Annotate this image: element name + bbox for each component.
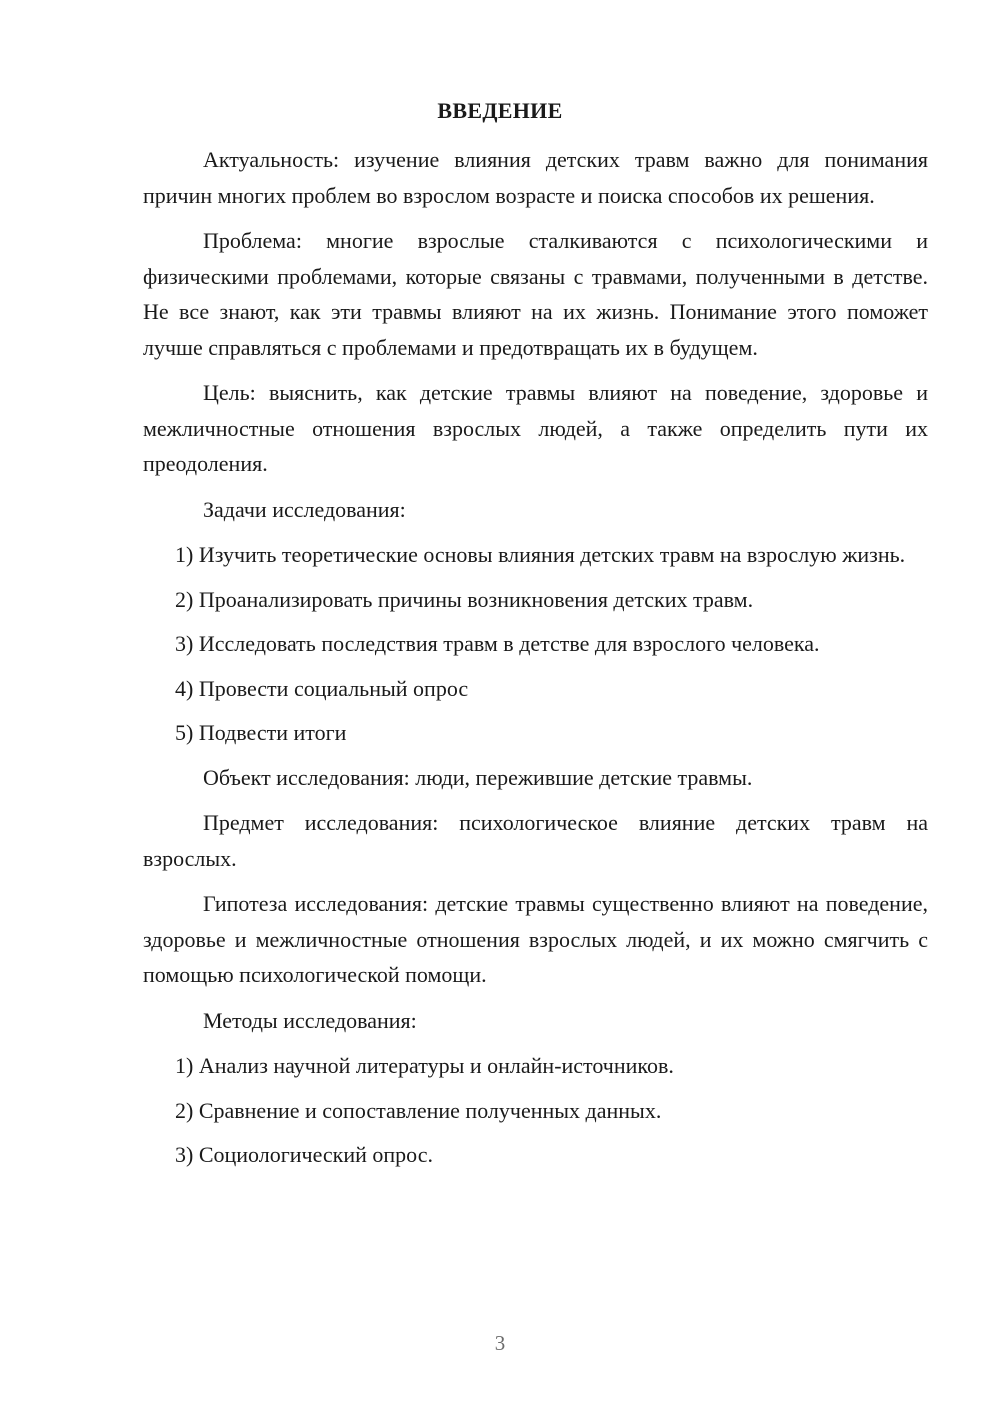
document-body — [143, 142, 928, 1182]
task-item-3: 3) Исследовать последствия травм в детстве для взрослого человека. — [175, 631, 820, 656]
method-item-3: 3) Социологический опрос. — [175, 1142, 433, 1167]
subject-paragraph: Предмет исследования: психологическое влияние детских травм на взрослых. — [143, 810, 928, 871]
methods-heading: Методы исследования: — [203, 1007, 417, 1033]
task-item-5: 5) Подвести итоги — [175, 720, 347, 745]
task-item-2: 2) Проанализировать причины возникновения детских травм. — [175, 586, 754, 612]
relevance-paragraph: Актуальность: изучение влияния детских травм важно для понимания причин многих проблем во взрослом возрасте и поиска способов их решения. — [143, 147, 928, 208]
task-item-4: 4) Провести социальный опрос — [175, 675, 469, 701]
hypothesis-paragraph: Гипотеза исследования: детские травмы существенно влияют на поведение, здоровье и межличностные отношения взрослых людей, и их можно смягчить с помощью психологической помощи. — [143, 891, 928, 987]
tasks-heading: Задачи исследования: — [203, 496, 406, 522]
method-item-2: 2) Сравнение и сопоставление полученных данных. — [175, 1097, 662, 1123]
task-item-1: 1) Изучить теоретические основы влияния детских травм на взрослую жизнь. — [175, 542, 906, 567]
problem-paragraph: Проблема: многие взрослые сталкиваются с психологическими и физическими проблемами, которые связаны с травмами, полученными в детстве. Не все знают, как эти травмы влияют на их жизнь. Понимание этого поможет лучше справляться с проблемами и предотвращать их в будущем. — [143, 228, 928, 360]
page-title: ВВЕДЕНИЕ — [437, 98, 563, 123]
method-item-1: 1) Анализ научной литературы и онлайн-источников. — [175, 1053, 674, 1078]
goal-paragraph: Цель: выяснить, как детские травмы влияют на поведение, здоровье и межличностные отношения взрослых людей, а также определить пути их преодоления. — [143, 380, 928, 476]
object-paragraph: Объект исследования: люди, пережившие детские травмы. — [203, 764, 753, 790]
page-number: 3 — [494, 1331, 506, 1355]
